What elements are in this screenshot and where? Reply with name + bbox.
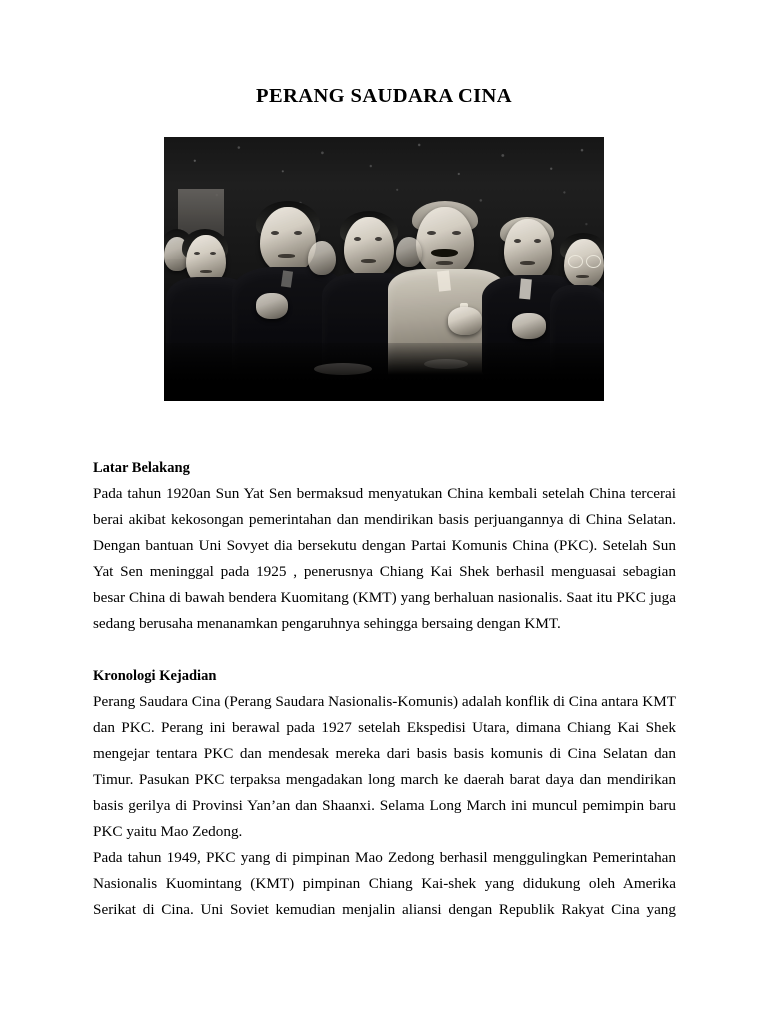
- photo-image: [164, 137, 604, 401]
- page-title: PERANG SAUDARA CINA: [256, 85, 512, 107]
- film-grain: [164, 137, 604, 401]
- section-heading-latar-belakang: Latar Belakang: [93, 460, 190, 476]
- historical-photo-figure: [164, 137, 604, 401]
- section-heading-kronologi-kejadian: Kronologi Kejadian: [93, 668, 217, 684]
- paragraph-latar-belakang: Pada tahun 1920an Sun Yat Sen bermaksud menyatukan China kembali setelah China tercerai berai akibat kekosongan pemerintahan dan mendirikan basis perjuangannya di China Selatan. Dengan bantuan Uni Sovyet dia bersekutu dengan Partai Komunis China (PKC). Setelah Sun Yat Sen meninggal pada 1925 , penerusnya Chiang Kai Shek berhasil menguasai sebagian besar China di bawah bendera Kuomitang (KMT) yang berhaluan nasionalis. Saat itu PKC juga sedang berusaha menanamkan pengaruhnya sehingga bersaing dengan KMT.: [93, 485, 676, 632]
- paragraph-kronologi-1: Perang Saudara Cina (Perang Saudara Nasionalis-Komunis) adalah konflik di Cina antara KMT dan PKC. Perang ini berawal pada 1927 setelah Ekspedisi Utara, dimana Chiang Kai Shek mengejar tentara PKC dan mendesak mereka dari basis basis komunis di Cina Selatan dan Timur. Pasukan PKC terpaksa mengadakan long march ke daerah barat daya dan mendirikan basis gerilya di Provinsi Yan’an dan Shaanxi. Selama Long March ini muncul pemimpin baru PKC yaitu Mao Zedong.: [93, 693, 676, 840]
- paragraph-kronologi-2: Pada tahun 1949, PKC yang di pimpinan Mao Zedong berhasil menggulingkan Pemerintahan Nasionalis Kuomintang (KMT) pimpinan Chiang Kai-shek yang didukung oleh Amerika Serikat di Cina. Uni Soviet kemudian menjalin aliansi dengan Republik Rakyat Cina yang: [93, 849, 676, 918]
- document-body: [93, 455, 676, 923]
- section-spacer: [93, 637, 676, 663]
